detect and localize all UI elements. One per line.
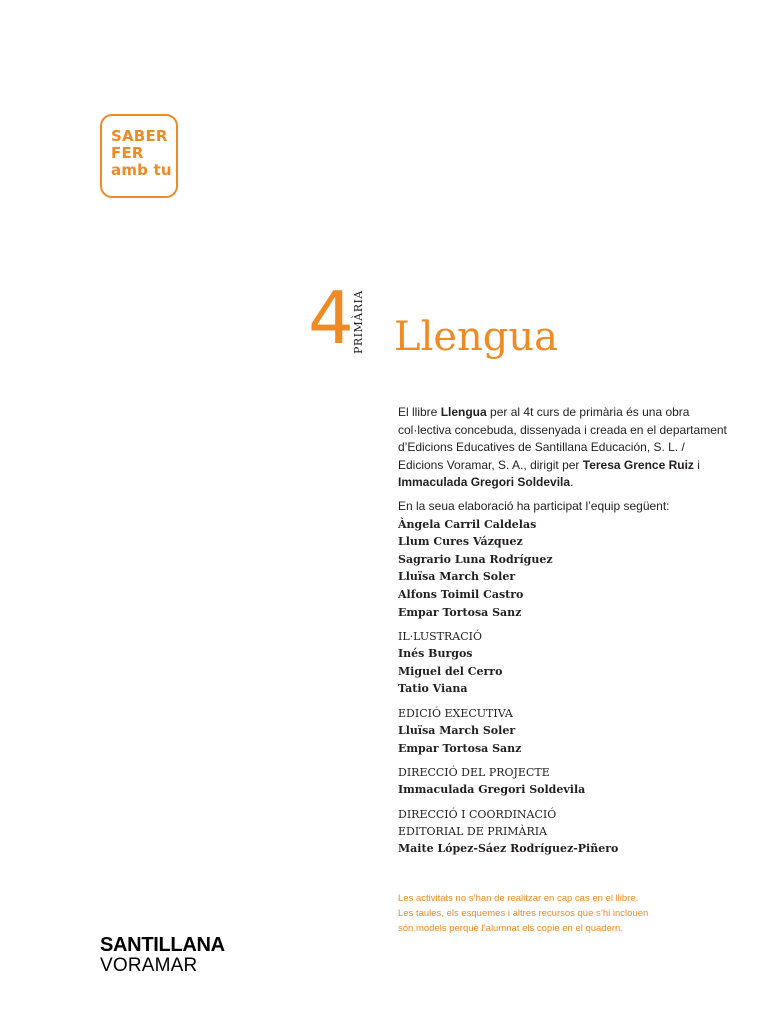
saber-fer-logo <box>100 114 178 198</box>
author-name: Alfons Toimil Castro <box>398 587 524 601</box>
intro-director-2: Immaculada Gregori Soldevila <box>398 475 571 490</box>
editorial-director-name: Maite López-Sáez Rodríguez-Piñero <box>398 841 619 855</box>
executive-edition-section <box>398 705 728 757</box>
project-director-name: Immaculada Gregori Soldevila <box>398 783 586 797</box>
illustrator-name: Tatio Viana <box>398 682 468 696</box>
author-name: Empar Tortosa Sanz <box>398 605 522 619</box>
intro-connector: i <box>693 457 700 472</box>
intro-book-name: Llengua <box>440 405 487 419</box>
intro-director-1: Teresa Grence Ruiz <box>582 457 694 472</box>
author-name: Àngela Carril Caldelas <box>398 517 537 531</box>
editorial-direction-section <box>398 806 728 858</box>
illustrator-name: Inés Burgos <box>398 647 473 661</box>
project-direction-section <box>398 764 728 799</box>
project-direction-heading: DIRECCIÓ DEL PROJECTE <box>398 766 550 780</box>
author-name: Lluïsa March Soler <box>398 570 516 584</box>
editor-name: Lluïsa March Soler <box>398 723 516 737</box>
publisher-imprint: VORAMAR <box>100 955 198 976</box>
publisher-name: SANTILLANA <box>100 934 225 956</box>
team-intro: En la seua elaboració ha participat l’equip següent: <box>398 498 670 513</box>
illustration-section <box>398 628 728 698</box>
editorial-direction-heading-2: EDITORIAL DE PRIMÀRIA <box>398 824 548 838</box>
intro-text-2: per al 4t curs de primària és una obra col·lectiva concebuda, dissenyada i creada en el departament d’Edicions Educatives de Santillana Educación, S. L. / Edicions Voramar, S. A., dirigit per <box>398 405 727 472</box>
grade-number: 4 <box>308 276 354 360</box>
note-line-3: són models perquè l’alumnat els copie en el quadern. <box>398 923 623 934</box>
note-line-1: Les activitats no s’han de realitzar en cap cas en el llibre. <box>398 893 639 904</box>
credits <box>398 404 728 864</box>
intro-text-1: El llibre <box>398 405 441 419</box>
publisher-logo <box>100 934 225 976</box>
executive-edition-heading: EDICIÓ EXECUTIVA <box>398 706 513 720</box>
illustrator-name: Miguel del Cerro <box>398 664 503 678</box>
intro-end: . <box>570 475 574 490</box>
level-label: PRIMÀRIA <box>352 290 365 354</box>
illustration-heading: IL·LUSTRACIÓ <box>398 630 482 644</box>
author-name: Sagrario Luna Rodríguez <box>398 552 553 566</box>
logo-line-1: SABER <box>111 127 168 145</box>
logo-line-2: FER <box>111 144 144 162</box>
intro-paragraph <box>398 404 728 492</box>
note-line-2: Les taules, els esquemes i altres recursos que s’hi inclouen <box>398 908 649 919</box>
author-name: Llum Cures Vázquez <box>398 535 523 549</box>
book-title: Llengua <box>394 314 559 360</box>
editorial-direction-heading-1: DIRECCIÓ I COORDINACIÓ <box>398 807 557 821</box>
editor-name: Empar Tortosa Sanz <box>398 741 522 755</box>
usage-note <box>398 891 728 936</box>
logo-line-3: amb tu <box>111 161 172 179</box>
authors-list <box>398 516 728 622</box>
